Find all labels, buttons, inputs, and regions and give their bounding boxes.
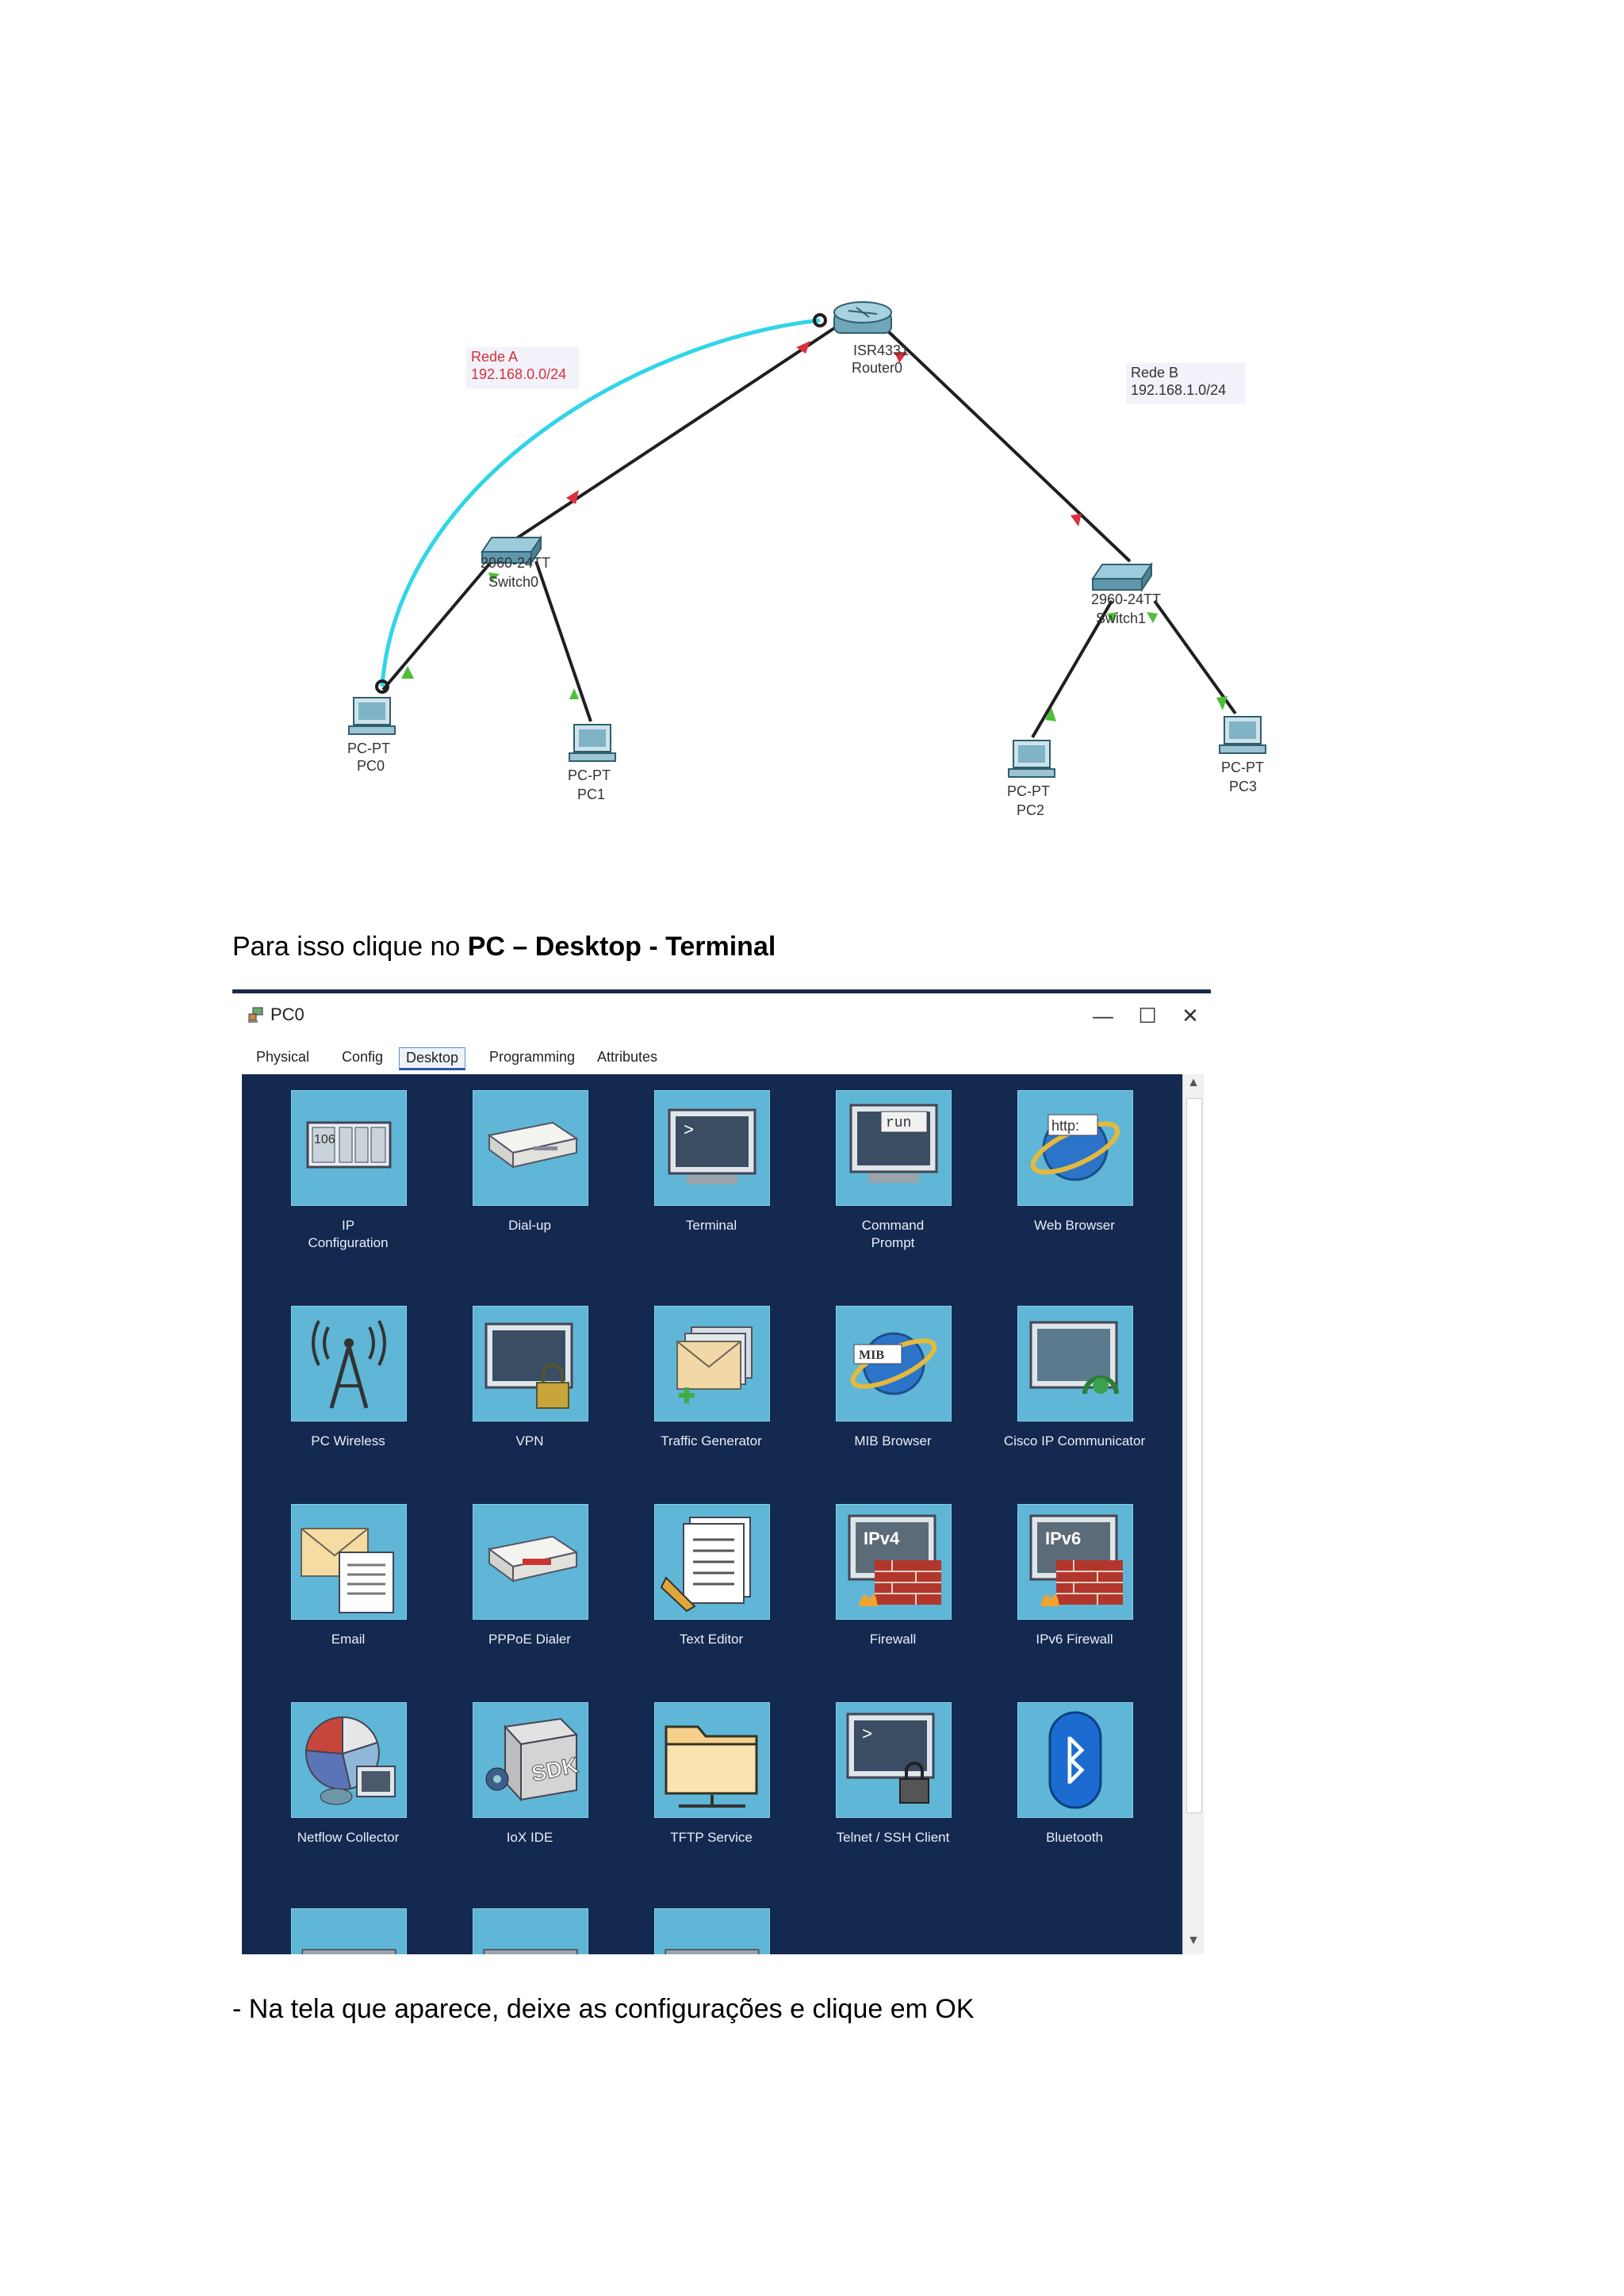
desktop-app-label: VPN [515, 1433, 544, 1448]
desktop-app-command-prompt[interactable] [795, 1090, 969, 1272]
desktop-app-label: Bluetooth [1046, 1830, 1103, 1845]
text-editor-icon[interactable] [654, 1504, 770, 1620]
text-editor-icon-graphic [655, 1505, 769, 1619]
window-icon [655, 1909, 769, 1954]
window-titlebar [232, 993, 1211, 1038]
desktop-app-mib-browser[interactable] [795, 1306, 969, 1488]
desktop-app-label: IoX IDE [506, 1830, 553, 1845]
instruction-bold-path: PC – Desktop - Terminal [467, 932, 776, 962]
desktop-app-label: Terminal [685, 1218, 737, 1233]
desktop-app-label: TFTP Service [670, 1830, 753, 1845]
switch0-model-label: 2960-24TT [481, 555, 551, 571]
vpn-icon-graphic [473, 1307, 588, 1421]
pc0-name-label: PC0 [357, 758, 385, 774]
network-a-address: 192.168.0.0/24 [471, 366, 567, 382]
desktop-app-label: Dial-up [508, 1218, 551, 1233]
iox-ide-icon-graphic [473, 1703, 588, 1817]
desktop-app-ipv6-firewall[interactable] [976, 1504, 1151, 1686]
port-down-indicator [566, 490, 579, 504]
close-button[interactable]: ✕ [1182, 1004, 1199, 1027]
router-model-label: ISR4331 [853, 342, 910, 358]
pppoe-dialer-icon[interactable] [473, 1504, 588, 1620]
desktop-app-iox-ide[interactable] [431, 1702, 606, 1885]
desktop-app-pppoe-dialer[interactable] [431, 1504, 606, 1686]
web-browser-icon-graphic [1018, 1091, 1132, 1205]
desktop-app-traffic-generator[interactable] [613, 1306, 787, 1488]
svg-text:ᛒ: ᛒ [1059, 1732, 1091, 1790]
desktop-app-modem[interactable] [431, 1090, 606, 1272]
link-switch1-pc3 [1155, 601, 1235, 714]
network-b-name: Rede B [1131, 365, 1179, 381]
switch1-name-label: Switch1 [1096, 610, 1147, 626]
desktop-app-label: Web Browser [1034, 1218, 1115, 1233]
mib-browser-icon-graphic [837, 1307, 951, 1421]
svg-text:run: run [886, 1115, 912, 1131]
firewall-icon-graphic [837, 1505, 951, 1619]
desktop-app-label: PPPoE Dialer [488, 1632, 571, 1647]
email-icon-graphic [292, 1505, 406, 1619]
svg-text:MIB: MIB [859, 1349, 884, 1362]
pc-icon [349, 698, 395, 734]
tab-desktop[interactable]: Desktop [399, 1047, 465, 1070]
traffic-generator-icon[interactable] [654, 1306, 770, 1422]
desktop-app-label: MIB Browser [854, 1433, 932, 1448]
tab-physical[interactable]: Physical [256, 1049, 310, 1065]
scrollbar-thumb[interactable] [1186, 1098, 1202, 1813]
iox-ide-icon[interactable] [473, 1702, 588, 1818]
command-prompt-icon[interactable] [836, 1090, 952, 1206]
desktop-app-label: Telnet / SSH Client [836, 1830, 950, 1845]
instruction-followup: - Na tela que aparece, deixe as configurações e clique em OK [232, 1994, 975, 2024]
desktop-app-tftp-service[interactable] [613, 1702, 787, 1885]
desktop-app-firewall[interactable] [795, 1504, 969, 1686]
desktop-app-partial-tile[interactable] [473, 1908, 588, 1954]
desktop-app-label: Traffic Generator [661, 1433, 762, 1448]
tab-config[interactable]: Config [342, 1049, 384, 1065]
web-browser-icon[interactable] [1017, 1090, 1133, 1206]
switch1-model-label: 2960-24TT [1091, 591, 1162, 607]
instruction-text: Para isso clique no [232, 932, 468, 962]
port-up-indicator [1147, 612, 1158, 623]
ip-configuration-icon[interactable] [291, 1090, 407, 1206]
tab-programming[interactable]: Programming [489, 1049, 576, 1065]
desktop-app-terminal[interactable] [613, 1090, 787, 1272]
window-icon [473, 1909, 588, 1954]
svg-text:>: > [862, 1725, 873, 1745]
pc-app-icon [247, 1006, 266, 1025]
switch-icon [1093, 564, 1151, 590]
desktop-app-label: Netflow Collector [297, 1830, 400, 1845]
desktop-app-label: Cisco IP Communicator [1003, 1433, 1146, 1448]
svg-text:http:: http: [1051, 1118, 1080, 1134]
ip-communicator-icon[interactable] [1017, 1306, 1133, 1422]
telnet-ssh-icon[interactable] [836, 1702, 952, 1818]
ipv6-firewall-icon[interactable] [1017, 1504, 1133, 1620]
link-switch0-pc1 [536, 561, 591, 721]
desktop-app-web-browser[interactable] [976, 1090, 1151, 1272]
vertical-scrollbar[interactable] [1182, 1074, 1204, 1954]
desktop-app-netflow-collector[interactable] [250, 1702, 424, 1885]
maximize-button[interactable]: ☐ [1138, 1004, 1157, 1027]
desktop-app-label: IP Configuration [308, 1218, 389, 1250]
desktop-app-ip-communicator[interactable] [976, 1306, 1151, 1488]
ipv6-firewall-icon-graphic [1018, 1505, 1132, 1619]
pc2-name-label: PC2 [1017, 802, 1045, 818]
network-a-name: Rede A [471, 349, 519, 365]
vpn-icon[interactable] [473, 1306, 588, 1422]
switch0-name-label: Switch0 [488, 574, 539, 590]
pc-icon [569, 725, 615, 761]
scroll-down-arrow-icon[interactable]: ▼ [1187, 1934, 1200, 1947]
scroll-up-arrow-icon[interactable]: ▲ [1187, 1076, 1200, 1089]
wireless-icon-graphic [292, 1307, 406, 1421]
svg-text:IPv6: IPv6 [1045, 1529, 1082, 1548]
desktop-app-label: Email [331, 1632, 366, 1647]
terminal-icon[interactable] [654, 1090, 770, 1206]
desktop-app-ip-configuration[interactable] [250, 1090, 424, 1272]
mib-browser-icon[interactable] [836, 1306, 952, 1422]
telnet-ssh-icon-graphic [837, 1703, 951, 1817]
modem-icon-graphic [473, 1091, 588, 1205]
desktop-app-label: Firewall [869, 1632, 917, 1647]
pc-icon [1009, 740, 1055, 777]
link-router-switch1 [887, 330, 1130, 561]
pc0-window [232, 989, 1211, 1955]
desktop-app-wireless[interactable] [250, 1306, 424, 1488]
traffic-generator-icon-graphic [655, 1307, 769, 1421]
console-cable [382, 320, 820, 687]
port-up-indicator [1216, 696, 1228, 710]
desktop-app-email[interactable] [250, 1504, 424, 1686]
ip-communicator-icon-graphic [1018, 1307, 1132, 1421]
port-down-indicator [1071, 514, 1082, 526]
link-switch0-pc0 [383, 561, 492, 690]
svg-text:106: 106 [314, 1133, 335, 1146]
desktop-app-partial-tile[interactable] [291, 1908, 407, 1954]
pppoe-dialer-icon-graphic [473, 1505, 588, 1619]
network-topology-diagram [301, 285, 1316, 856]
pc-icon [1220, 717, 1266, 753]
tftp-service-icon-graphic [655, 1703, 769, 1817]
window-icon [292, 1909, 406, 1954]
window-title: PC0 [270, 1004, 304, 1024]
desktop-app-partial-tile[interactable] [654, 1908, 770, 1954]
minimize-button[interactable]: — [1093, 1004, 1113, 1027]
netflow-collector-icon-graphic [292, 1703, 406, 1817]
desktop-app-telnet-ssh[interactable] [795, 1702, 969, 1885]
pc0-type-label: PC-PT [347, 740, 390, 756]
pc3-type-label: PC-PT [1221, 760, 1264, 775]
desktop-app-label: IPv6 Firewall [1036, 1632, 1113, 1647]
pc1-name-label: PC1 [577, 786, 606, 802]
pc2-type-label: PC-PT [1007, 783, 1050, 799]
wireless-icon[interactable] [291, 1306, 407, 1422]
router-name-label: Router0 [852, 360, 903, 376]
router-icon [834, 302, 891, 333]
tftp-service-icon[interactable] [654, 1702, 770, 1818]
network-b-address: 192.168.1.0/24 [1131, 382, 1227, 398]
command-prompt-icon-graphic [837, 1091, 951, 1205]
port-up-indicator [569, 688, 579, 699]
pc1-type-label: PC-PT [568, 767, 611, 783]
instruction-paragraph [232, 931, 776, 962]
svg-text:>: > [684, 1121, 695, 1141]
desktop-app-label: PC Wireless [311, 1433, 385, 1448]
bluetooth-icon-graphic [1018, 1703, 1132, 1817]
svg-text:SDK: SDK [529, 1752, 580, 1787]
pc3-name-label: PC3 [1229, 779, 1258, 794]
desktop-app-text-editor[interactable] [613, 1504, 787, 1686]
bluetooth-icon[interactable] [1017, 1702, 1133, 1818]
desktop-app-label: Text Editor [679, 1632, 744, 1647]
tab-bar [232, 1038, 1211, 1074]
netflow-collector-icon[interactable] [291, 1702, 407, 1818]
ip-configuration-icon-graphic [292, 1091, 406, 1205]
desktop-app-label: Command Prompt [861, 1218, 925, 1250]
desktop-app-grid [242, 1074, 1190, 1954]
firewall-icon[interactable] [836, 1504, 952, 1620]
tab-attributes[interactable]: Attributes [597, 1049, 658, 1065]
modem-icon[interactable] [473, 1090, 588, 1206]
desktop-app-bluetooth[interactable] [976, 1702, 1151, 1885]
desktop-app-vpn[interactable] [431, 1306, 606, 1488]
svg-text:IPv4: IPv4 [864, 1529, 900, 1548]
email-icon[interactable] [291, 1504, 407, 1620]
terminal-icon-graphic [655, 1091, 769, 1205]
